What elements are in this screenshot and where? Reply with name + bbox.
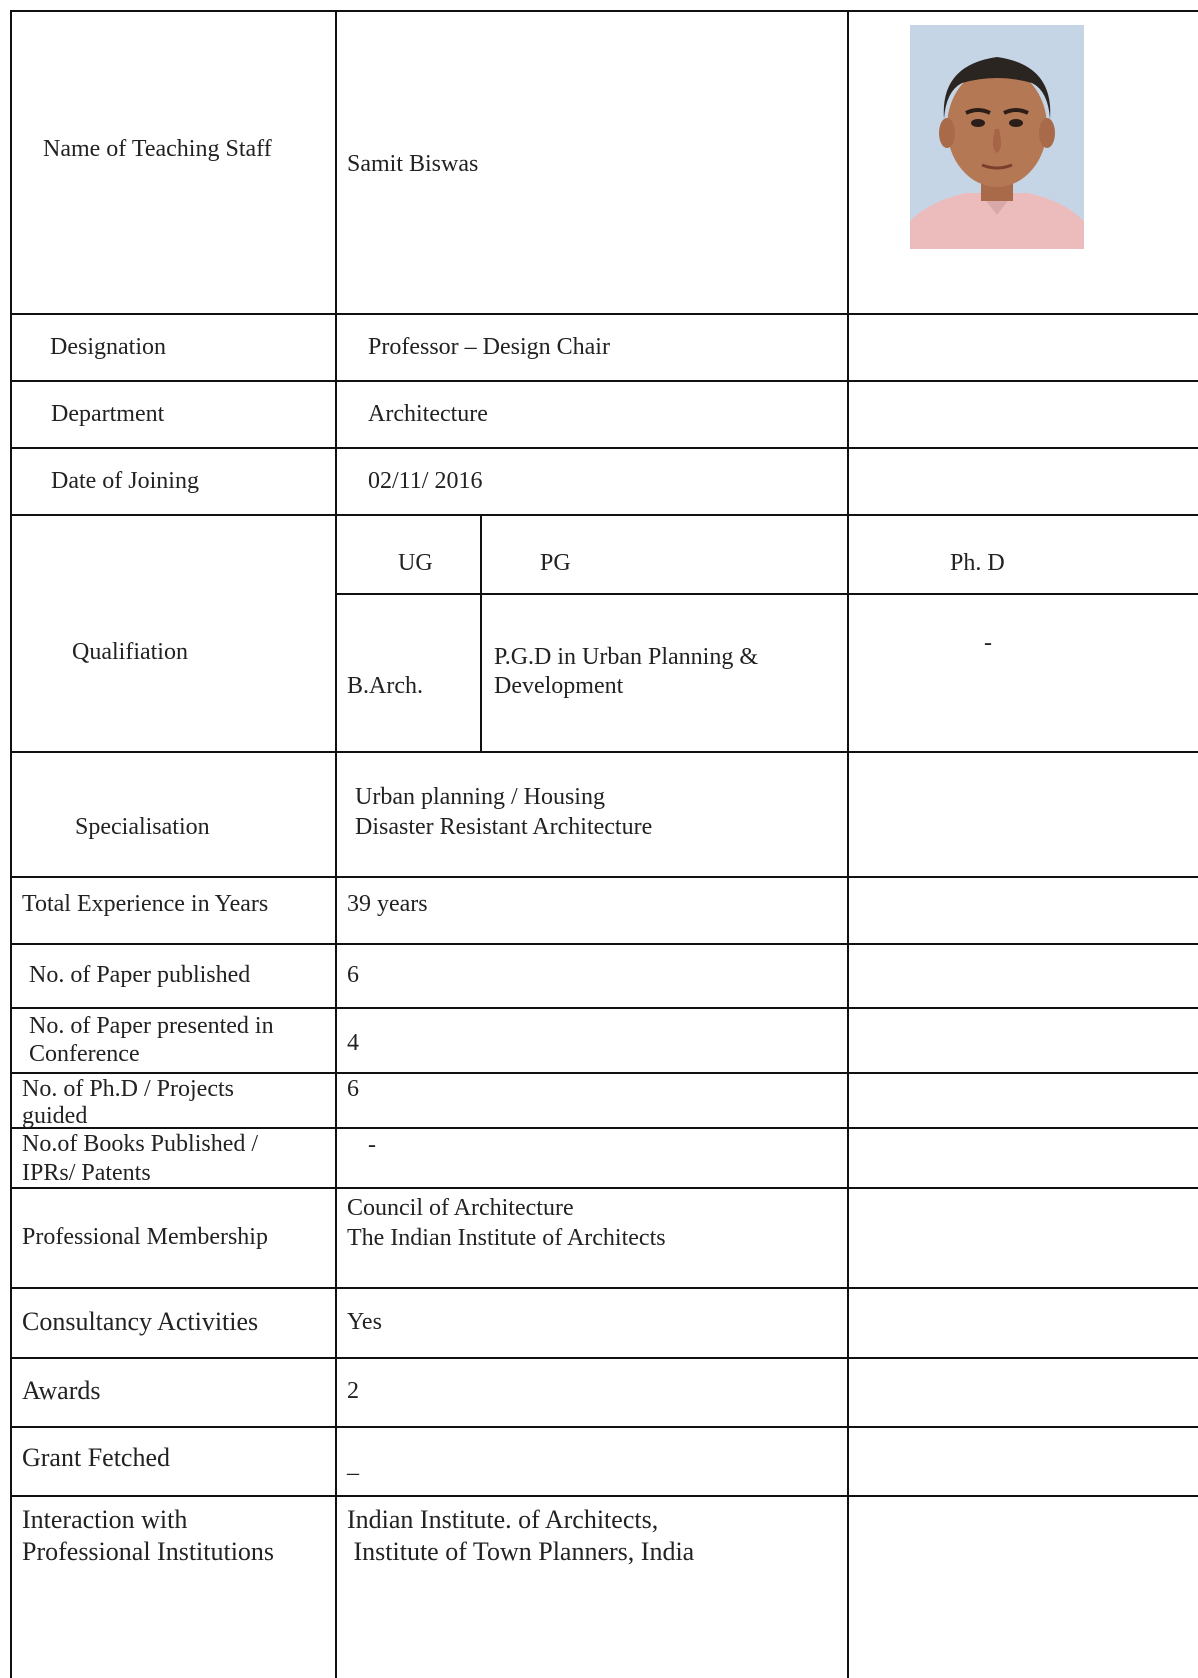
- phd-guided-label-line1: No. of Ph.D / Projects: [22, 1076, 234, 1102]
- specialisation-line2: Disaster Resistant Architecture: [355, 814, 653, 840]
- books-label-line1: No.of Books Published /: [22, 1131, 259, 1157]
- papers-published-label: No. of Paper published: [29, 962, 251, 988]
- table-rule: [847, 10, 849, 1678]
- pg-header: PG: [540, 550, 571, 576]
- membership-line2: The Indian Institute of Architects: [347, 1225, 666, 1251]
- table-rule: [335, 10, 337, 1678]
- papers-presented-label-line2: Conference: [29, 1041, 140, 1067]
- experience-value: 39 years: [347, 891, 428, 917]
- experience-label: Total Experience in Years: [22, 891, 269, 917]
- table-rule: [10, 876, 1198, 878]
- ug-header: UG: [398, 550, 433, 576]
- membership-line1: Council of Architecture: [347, 1195, 574, 1221]
- department-value: Architecture: [368, 401, 488, 427]
- name-value: Samit Biswas: [347, 151, 479, 177]
- doj-value: 02/11/ 2016: [368, 468, 483, 494]
- specialisation-label: Specialisation: [75, 814, 210, 840]
- grant-label: Grant Fetched: [22, 1443, 171, 1472]
- pg-value-line2: Development: [494, 673, 624, 699]
- table-rule: [10, 1426, 1198, 1428]
- grant-value: _: [347, 1452, 359, 1478]
- interaction-line1: Indian Institute. of Architects,: [347, 1505, 659, 1534]
- table-rule: [10, 1357, 1198, 1359]
- doj-label: Date of Joining: [51, 468, 199, 494]
- table-rule: [480, 514, 482, 751]
- table-rule: [10, 10, 12, 1678]
- table-rule: [10, 10, 1198, 12]
- ug-value: B.Arch.: [347, 673, 423, 699]
- staff-photo: [910, 25, 1084, 249]
- interaction-label-line1: Interaction with: [22, 1505, 188, 1534]
- table-rule: [10, 751, 1198, 753]
- books-label-line2: IPRs/ Patents: [22, 1160, 151, 1186]
- designation-label: Designation: [50, 334, 166, 360]
- phd-header: Ph. D: [950, 550, 1005, 576]
- consultancy-value: Yes: [347, 1309, 382, 1335]
- table-rule: [10, 313, 1198, 315]
- table-rule: [10, 447, 1198, 449]
- table-rule: [10, 380, 1198, 382]
- specialisation-line1: Urban planning / Housing: [355, 784, 605, 810]
- interaction-label-line2: Professional Institutions: [22, 1537, 275, 1566]
- phd-guided-label-line2: guided: [22, 1103, 88, 1129]
- phd-value: -: [984, 630, 992, 656]
- interaction-line2: Institute of Town Planners, India: [347, 1537, 695, 1566]
- phd-guided-value: 6: [347, 1076, 359, 1102]
- pg-value-line1: P.G.D in Urban Planning &: [494, 644, 758, 670]
- table-rule: [10, 1287, 1198, 1289]
- table-rule: [335, 593, 1198, 595]
- faculty-profile-table: [10, 10, 1198, 1678]
- consultancy-label: Consultancy Activities: [22, 1307, 259, 1336]
- name-label: Name of Teaching Staff: [43, 136, 272, 162]
- awards-value: 2: [347, 1378, 359, 1404]
- papers-published-value: 6: [347, 962, 359, 988]
- membership-label: Professional Membership: [22, 1224, 268, 1250]
- portrait-image: [910, 25, 1084, 249]
- table-rule: [10, 1495, 1198, 1497]
- papers-presented-label-line1: No. of Paper presented in: [29, 1013, 274, 1039]
- qualification-label: Qualifiation: [72, 639, 188, 665]
- table-rule: [10, 943, 1198, 945]
- books-value: -: [368, 1132, 376, 1158]
- table-rule: [10, 1187, 1198, 1189]
- table-rule: [10, 514, 1198, 516]
- awards-label: Awards: [22, 1376, 101, 1405]
- papers-presented-value: 4: [347, 1030, 359, 1056]
- department-label: Department: [51, 401, 165, 427]
- table-rule: [10, 1007, 1198, 1009]
- designation-value: Professor – Design Chair: [368, 334, 610, 360]
